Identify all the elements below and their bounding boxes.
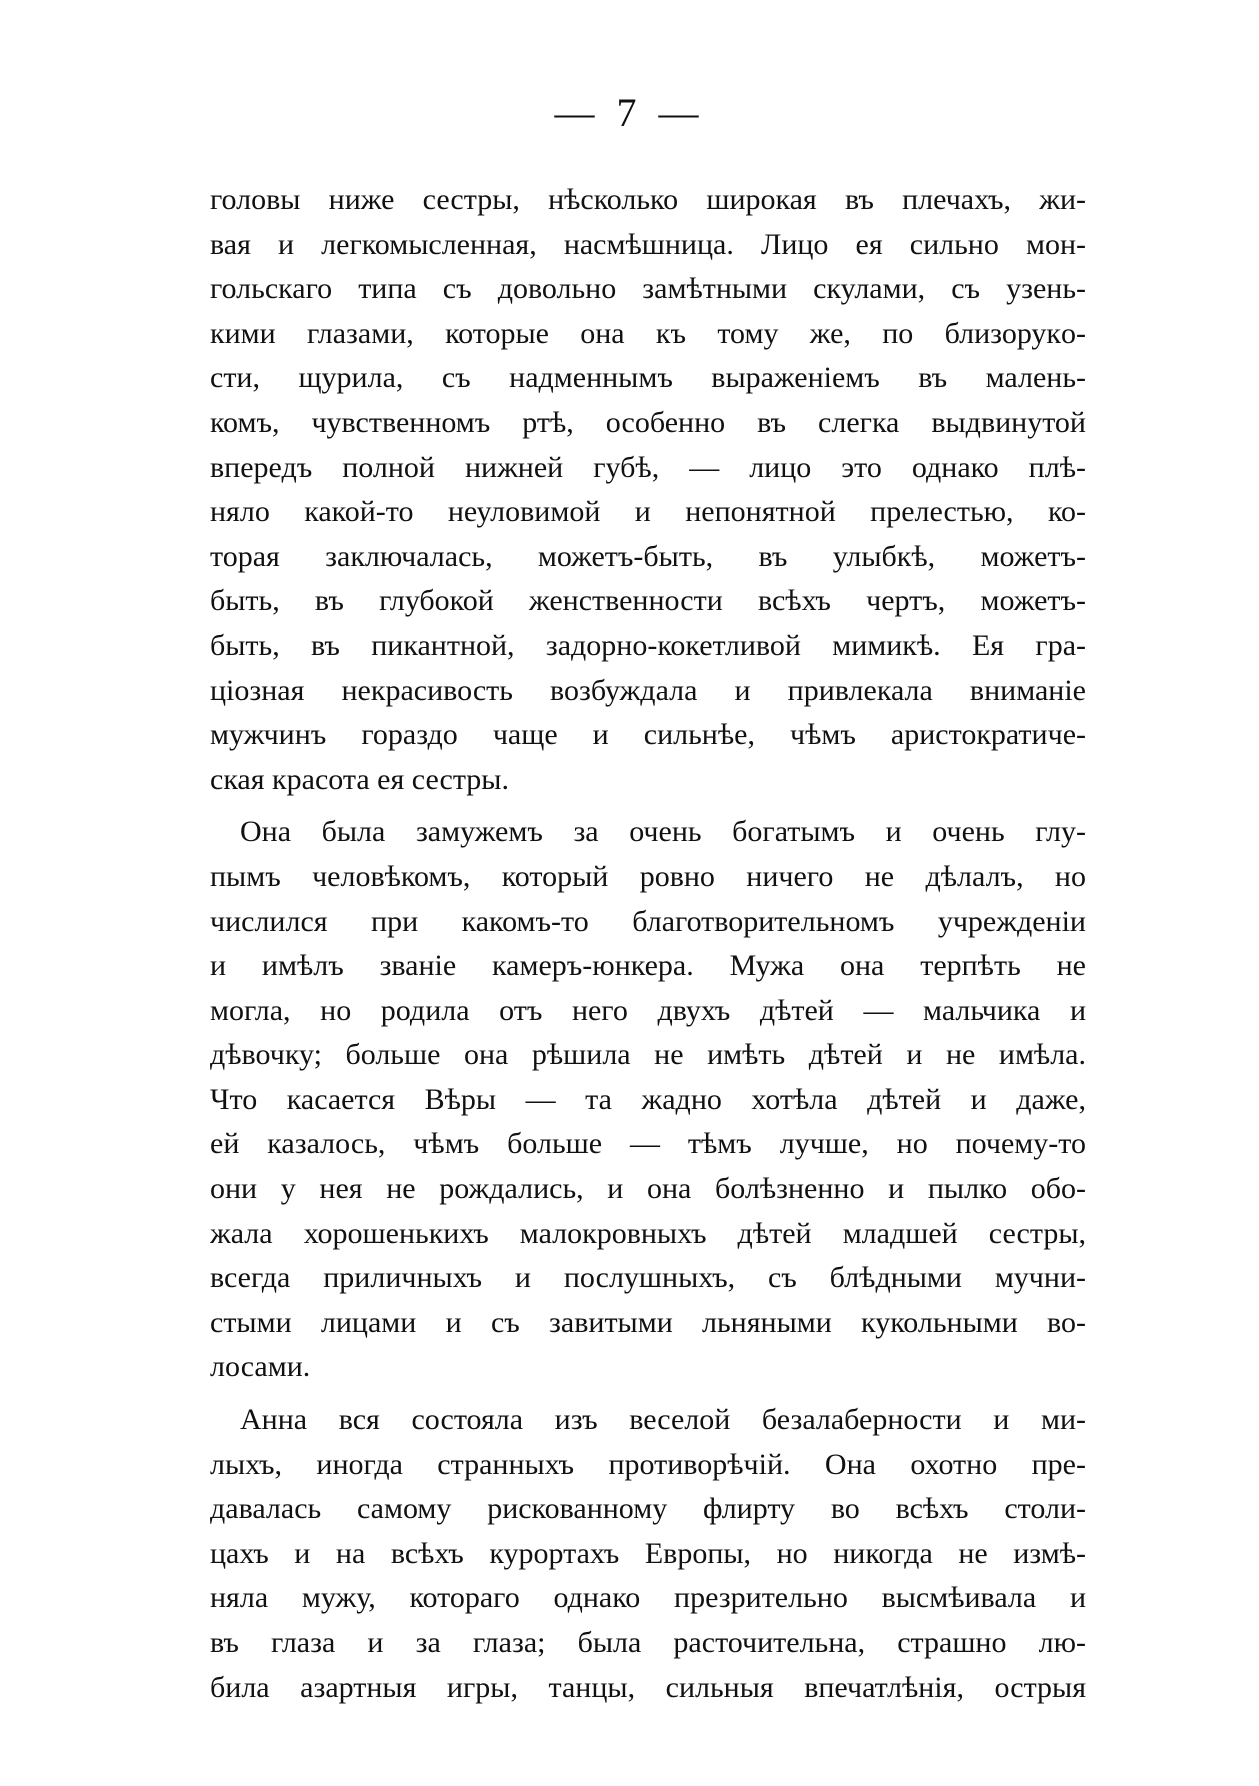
text-line: головы ниже сестры, нѣсколько широкая въ плечахъ, жи- (210, 183, 1086, 216)
text-line: быть, въ пикантной, задорно-кокетливой мимикѣ. Ея гра- (210, 628, 1086, 662)
text-line: быть, въ глубокой женственности всѣхъ чертъ, можетъ- (210, 584, 1086, 618)
text-line: впередъ полной нижней губѣ, — лицо это однако плѣ- (210, 450, 1086, 484)
text-line: въ глаза и за глаза; была расточительна, страшно лю- (210, 1626, 1086, 1659)
text-line: мужчинъ гораздо чаще и сильнѣе, чѣмъ аристократиче- (210, 718, 1086, 752)
text-line: давалась самому рискованному флирту во всѣхъ столи- (210, 1492, 1086, 1526)
text-line: комъ, чувственномъ ртѣ, особенно въ слегка выдвинутой (210, 405, 1086, 439)
text-line: дѣвочку; больше она рѣшила не имѣть дѣтей и не имѣла. (210, 1038, 1086, 1072)
text-line: жала хорошенькихъ малокровныхъ дѣтей младшей сестры, (210, 1216, 1086, 1250)
text-line: Анна вся состояла изъ веселой безалаберности и ми- (240, 1403, 1086, 1437)
text-line: вая и легкомысленная, насмѣшница. Лицо ея сильно мон- (210, 227, 1086, 261)
text-line: и имѣлъ званіе камеръ-юнкера. Мужа она терпѣть не (210, 949, 1086, 983)
text-line: торая заключалась, можетъ-быть, въ улыбкѣ, можетъ- (210, 539, 1086, 573)
text-line: няло какой-то неуловимой и непонятной прелестью, ко- (210, 495, 1086, 529)
text-line: лосами. (210, 1350, 311, 1384)
text-line: ская красота ея сестры. (210, 762, 509, 796)
text-line: кими глазами, которые она къ тому же, по близорукo- (210, 316, 1086, 350)
text-line: няла мужу, котораго однако презрительно высмѣивала и (210, 1581, 1086, 1615)
text-line: всегда приличныхъ и послушныхъ, съ блѣдными мучни- (210, 1261, 1086, 1295)
text-line: они у нея не рождались, и она болѣзненно и пылко обо- (210, 1172, 1086, 1206)
page-number: — 7 — (554, 90, 705, 135)
text-line: Она была замужемъ за очень богатымъ и очень глу- (240, 815, 1086, 849)
text-line: ціозная некрасивость возбуждала и привлекала вниманіе (210, 673, 1086, 707)
text-line: могла, но родила отъ него двухъ дѣтей — мальчика и (210, 993, 1086, 1027)
text-line: числился при какомъ-то благотворительномъ учрежденіи (210, 904, 1086, 938)
paragraph (210, 810, 1086, 1390)
text-line: лыхъ, иногда странныхъ противорѣчій. Она охотно пре- (210, 1447, 1086, 1481)
text-line: Что касается Вѣры — та жадно хотѣла дѣтей и даже, (210, 1082, 1086, 1116)
text-line: пымъ человѣкомъ, который ровно ничего не дѣлалъ, но (210, 859, 1086, 893)
text-line: сти, щурила, съ надменнымъ выраженіемъ въ малень- (210, 361, 1086, 395)
body-text (210, 178, 1086, 1710)
paragraph (210, 1398, 1086, 1710)
text-line: стыми лицами и съ завитыми льняными кукольными во- (210, 1305, 1086, 1339)
text-line: гольскаго типа съ довольно замѣтными скулами, съ узень- (210, 272, 1086, 306)
text-line: била азартныя игры, танцы, сильныя впечатлѣнія, острыя (210, 1670, 1086, 1704)
text-line: цахъ и на всѣхъ курортахъ Европы, но никогда не измѣ- (210, 1536, 1086, 1570)
paragraph (210, 178, 1086, 802)
text-line: ей казалось, чѣмъ больше — тѣмъ лучше, но почему-то (210, 1127, 1086, 1161)
